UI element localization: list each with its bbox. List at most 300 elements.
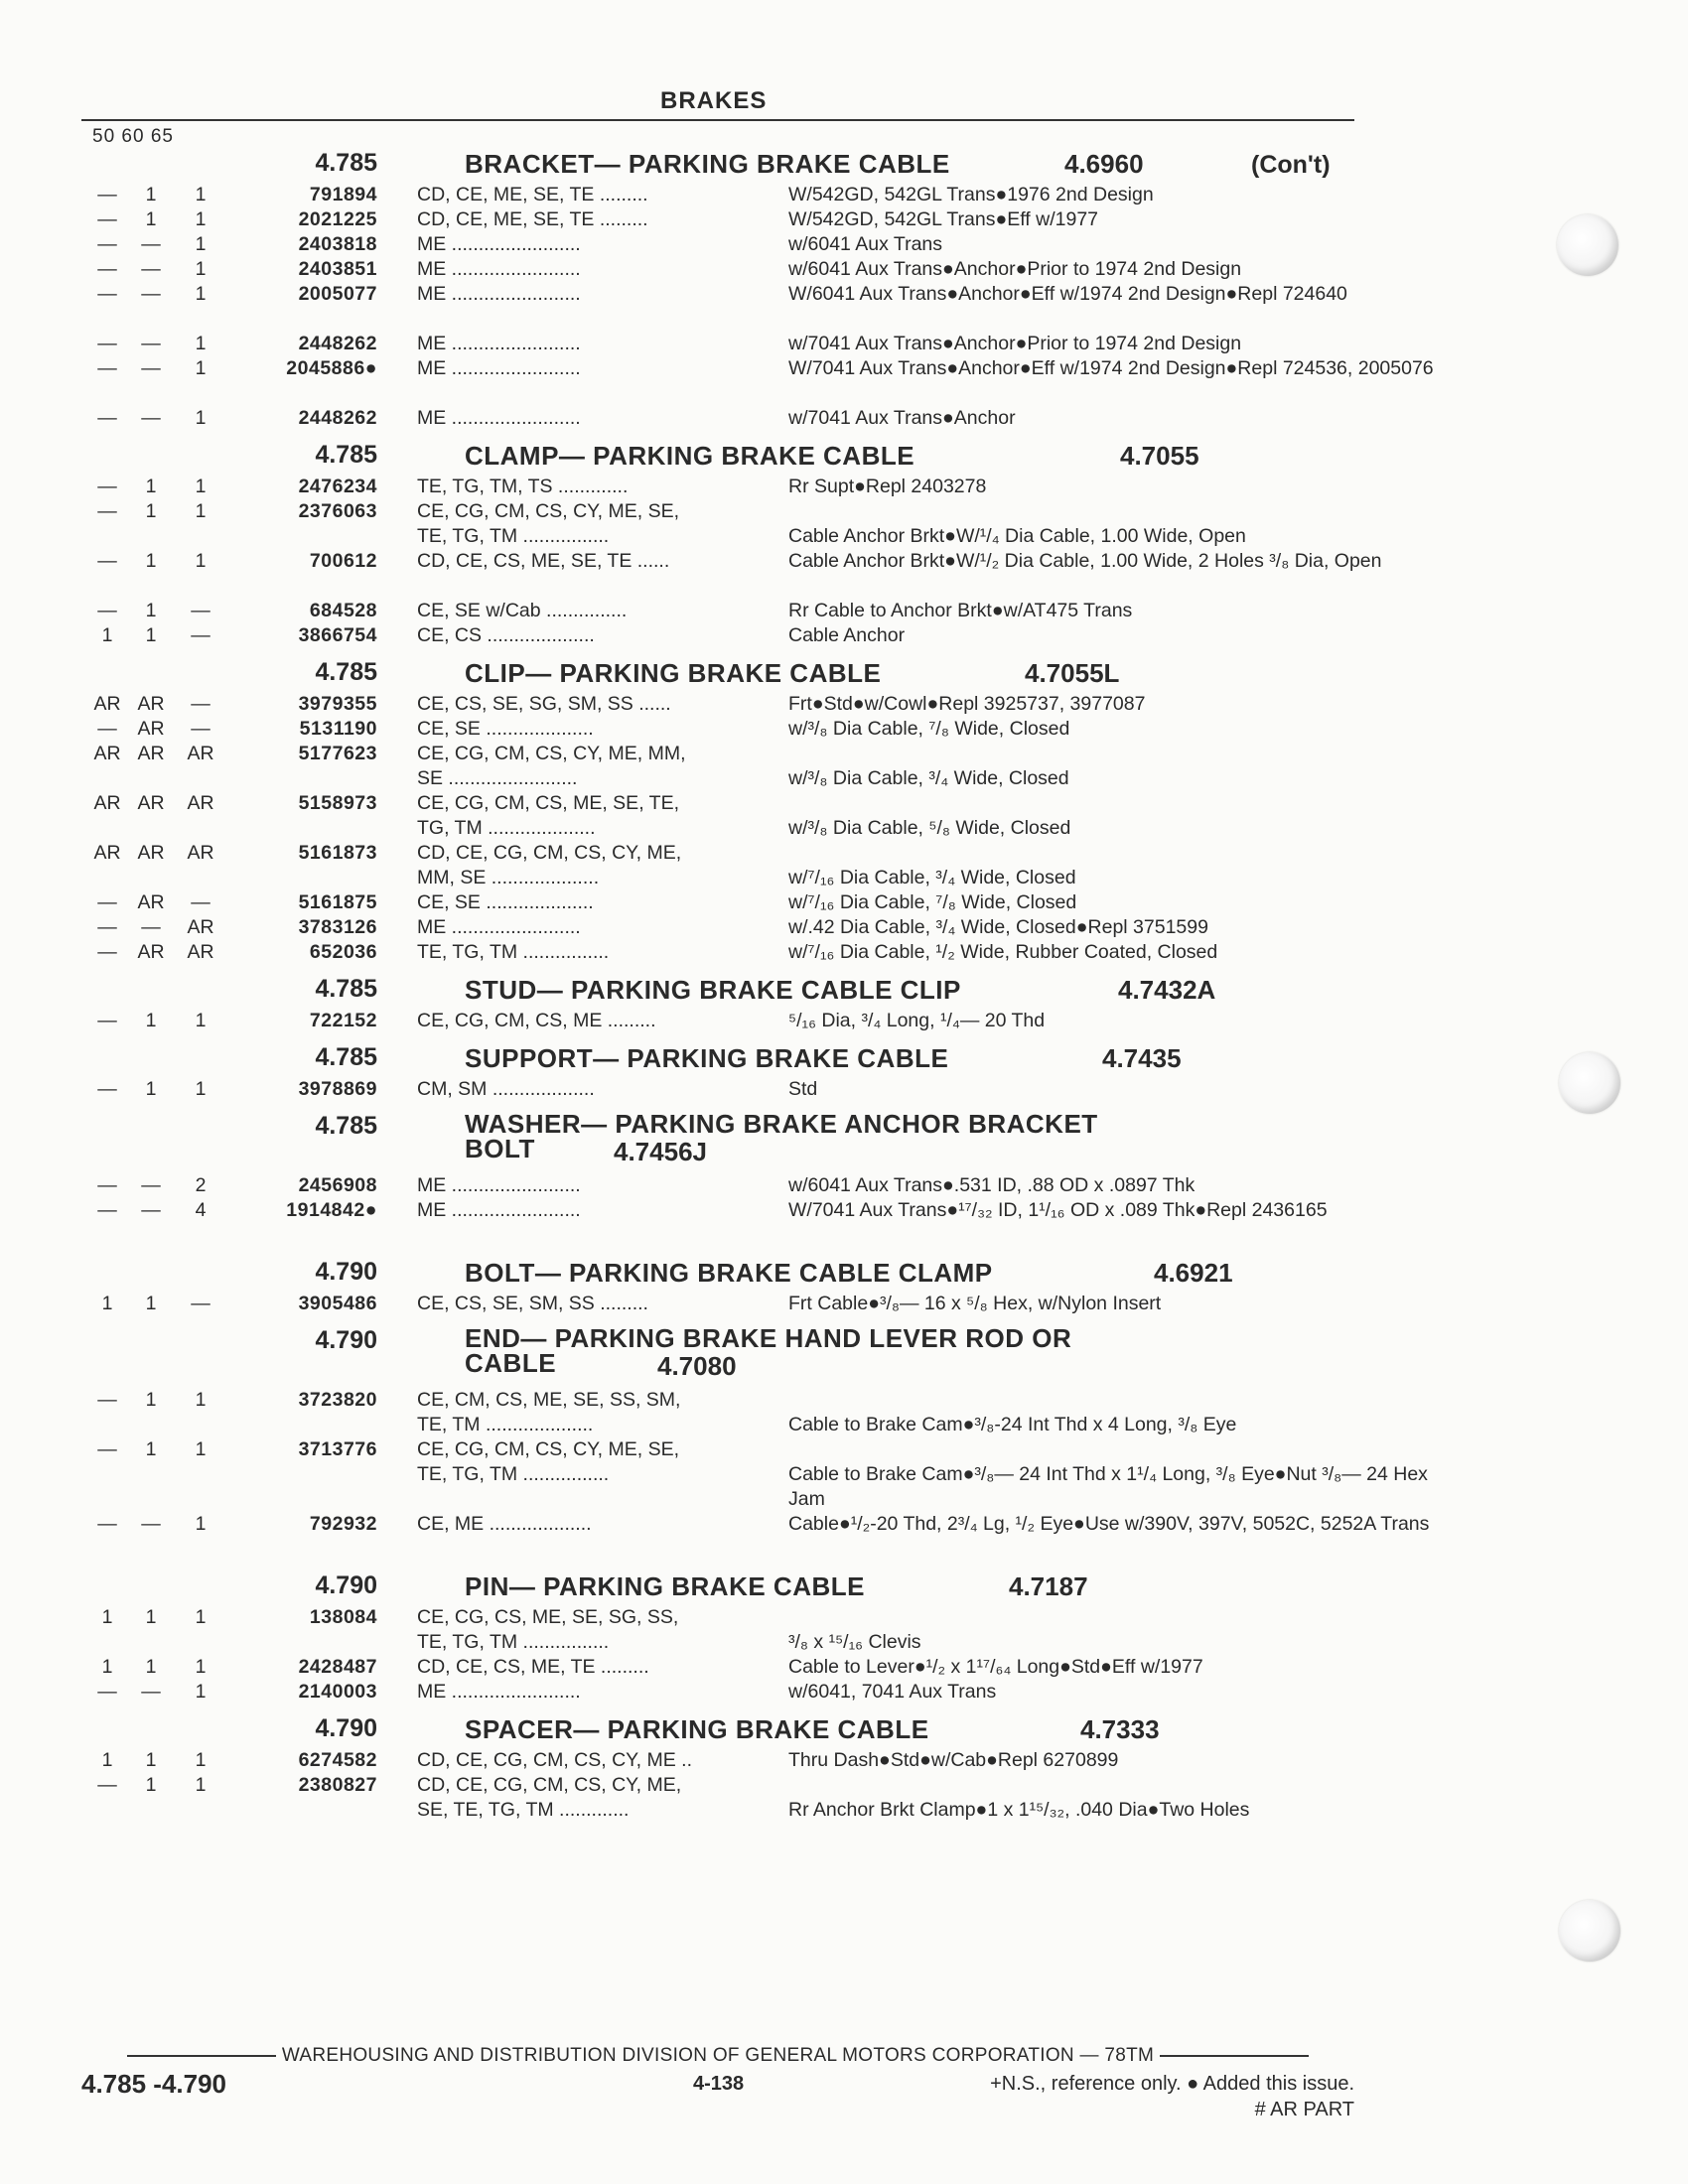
model-codes <box>417 692 771 717</box>
group-name <box>465 1258 993 1289</box>
part-description: Std <box>788 1078 818 1100</box>
part-description: Frt Cable●³/₈— 16 x ⁵/₈ Hex, w/Nylon Insert <box>788 1293 1162 1314</box>
part-number: 2380827 <box>298 1774 377 1796</box>
model-codes <box>417 1437 771 1487</box>
qty-65: 1 <box>195 357 207 379</box>
qty-65: 1 <box>195 1389 207 1411</box>
qty-60: — <box>141 1174 161 1196</box>
model-codes-line: CD, CE, CS, ME, TE ......... <box>417 1656 649 1678</box>
group-number: 4.7456J <box>614 1137 707 1166</box>
part-number: 3723820 <box>298 1389 377 1411</box>
group-name-line2: BOLT <box>465 1134 535 1163</box>
part-group <box>87 437 1382 648</box>
qty-50: — <box>97 718 117 740</box>
model-codes <box>417 356 771 381</box>
group-name <box>465 1323 1072 1378</box>
part-number: 5131190 <box>299 718 377 740</box>
part-row <box>87 183 1368 207</box>
group-ref: 4.785 <box>315 441 377 469</box>
model-codes-line: CE, CS .................... <box>417 624 595 646</box>
model-codes <box>417 1009 771 1033</box>
qty-60: — <box>141 233 161 255</box>
part-description: Thru Dash●Std●w/Cab●Repl 6270899 <box>788 1749 1119 1771</box>
model-codes <box>417 1077 771 1102</box>
part-group <box>87 1254 1368 1316</box>
part-row <box>87 692 1368 717</box>
model-codes-line: CE, SE .................... <box>417 718 594 740</box>
qty-50: 1 <box>101 1656 113 1678</box>
part-description: w/7041 Aux Trans●Anchor●Prior to 1974 2nd Design <box>788 333 1242 354</box>
model-codes <box>417 282 771 307</box>
qty-50: 1 <box>101 1293 113 1314</box>
model-codes-line: CE, CG, CM, CS, CY, ME, SE, <box>417 500 680 522</box>
model-codes-line: CD, CE, ME, SE, TE ......... <box>417 208 648 230</box>
group-name-line1: STUD— PARKING BRAKE CABLE CLIP <box>465 975 961 1005</box>
qty-50: — <box>97 1389 117 1411</box>
part-number: 5161873 <box>298 842 377 864</box>
model-codes <box>417 717 771 742</box>
part-description: Cable Anchor Brkt●W/¹/₂ Dia Cable, 1.00 Wide, 2 Holes ³/₈ Dia, Open <box>788 550 1382 572</box>
model-codes-line: CE, SE w/Cab ............... <box>417 600 628 621</box>
qty-65: 1 <box>195 407 207 429</box>
model-codes <box>417 940 771 965</box>
part-group <box>87 1108 1368 1248</box>
qty-50: — <box>97 891 117 913</box>
qty-60: AR <box>137 842 165 864</box>
model-codes-line: ME ........................ <box>417 916 581 938</box>
qty-50: — <box>97 500 117 522</box>
qty-65: AR <box>187 792 214 814</box>
model-codes <box>417 499 771 549</box>
model-codes <box>417 1748 771 1773</box>
group-name <box>465 149 950 180</box>
part-description: Rr Cable to Anchor Brkt●w/AT475 Trans <box>788 600 1133 621</box>
group-number: 4.7432A <box>1118 975 1216 1005</box>
part-row <box>87 623 1368 648</box>
part-number: 2456908 <box>298 1174 377 1196</box>
part-number: 2376063 <box>298 500 377 522</box>
group-name-line1: BRACKET— PARKING BRAKE CABLE <box>465 149 950 179</box>
part-row <box>87 791 1368 841</box>
group-ref: 4.790 <box>315 1714 377 1742</box>
part-description: Cable to Lever●¹/₂ x 1¹⁷/₆₄ Long●Std●Eff w/1977 <box>788 1656 1203 1678</box>
footer-ar-note: # AR PART <box>1254 2099 1354 2120</box>
qty-60: — <box>141 1681 161 1703</box>
model-codes <box>417 1680 771 1705</box>
binder-hole-bottom <box>1559 1900 1620 1962</box>
qty-65: 1 <box>195 500 207 522</box>
part-row <box>87 1198 1368 1248</box>
part-row <box>87 406 1368 431</box>
part-description: Rr Anchor Brkt Clamp●1 x 1¹⁵/₃₂, .040 Dia●Two Holes <box>788 1799 1250 1821</box>
qty-65: 1 <box>195 1513 207 1535</box>
model-codes <box>417 332 771 356</box>
part-number: 2005077 <box>298 283 377 305</box>
part-row <box>87 207 1368 232</box>
part-number: 652036 <box>309 941 377 963</box>
part-group <box>87 654 1368 965</box>
qty-65: 2 <box>195 1174 207 1196</box>
model-codes-line: TG, TM .................... <box>417 817 596 839</box>
qty-65: 1 <box>195 1606 207 1628</box>
model-codes-line: CE, CG, CM, CS, CY, ME, SE, <box>417 1438 680 1460</box>
group-name-line2: CABLE <box>465 1348 557 1378</box>
part-row <box>87 257 1368 282</box>
part-group <box>87 971 1368 1033</box>
group-name-line1: CLIP— PARKING BRAKE CABLE <box>465 658 882 688</box>
model-codes-line: TE, TG, TM, TS ............. <box>417 476 629 497</box>
group-name-line1: WASHER— PARKING BRAKE ANCHOR BRACKET <box>465 1109 1098 1139</box>
qty-65: 1 <box>195 283 207 305</box>
qty-65: 1 <box>195 476 207 497</box>
year-columns-label: 50 60 65 <box>92 126 174 147</box>
binder-hole-top <box>1557 214 1618 276</box>
model-codes-line: SE, TE, TG, TM ............. <box>417 1799 630 1821</box>
group-header <box>87 437 1368 475</box>
qty-50: — <box>97 476 117 497</box>
model-codes-line: ME ........................ <box>417 283 581 305</box>
qty-65: — <box>191 624 211 646</box>
footer-publisher-text: WAREHOUSING AND DISTRIBUTION DIVISION OF GENERAL MOTORS CORPORATION — 78TM <box>281 2045 1155 2066</box>
qty-60: 1 <box>145 1606 157 1628</box>
qty-50: — <box>97 1438 117 1460</box>
model-codes-line: CE, CS, SE, SM, SS ......... <box>417 1293 648 1314</box>
model-codes-line: TE, TG, TM ................ <box>417 941 610 963</box>
group-ref: 4.785 <box>315 1112 377 1140</box>
group-number: 4.6921 <box>1154 1258 1233 1288</box>
model-codes-line: CE, CG, CM, CS, ME, SE, TE, <box>417 792 680 814</box>
part-description: w/6041 Aux Trans <box>788 233 943 255</box>
part-row <box>87 1009 1368 1033</box>
qty-50: 1 <box>101 624 113 646</box>
part-number: 1914842● <box>286 1199 377 1221</box>
model-codes-line: CE, CS, SE, SG, SM, SS ...... <box>417 693 671 715</box>
model-codes-line: TE, TG, TM ................ <box>417 525 610 547</box>
part-number: 2428487 <box>298 1656 377 1678</box>
part-description: Cable●¹/₂-20 Thd, 2³/₄ Lg, ¹/₂ Eye●Use w/390V, 397V, 5052C, 5252A Trans <box>788 1513 1430 1535</box>
group-header <box>87 1322 1368 1388</box>
part-row <box>87 742 1368 791</box>
qty-50: — <box>97 1199 117 1221</box>
parts-listing <box>87 145 1434 1829</box>
group-header <box>87 654 1368 692</box>
group-name <box>465 1714 929 1745</box>
qty-65: 1 <box>195 333 207 354</box>
group-ref: 4.785 <box>315 975 377 1003</box>
part-row <box>87 1748 1368 1773</box>
qty-60: AR <box>137 693 165 715</box>
group-name-line1: SPACER— PARKING BRAKE CABLE <box>465 1714 929 1744</box>
part-number: 722152 <box>309 1010 377 1031</box>
group-name <box>465 1043 948 1074</box>
part-number: 2448262 <box>298 333 377 354</box>
part-row <box>87 890 1368 915</box>
qty-60: — <box>141 1199 161 1221</box>
qty-60: 1 <box>145 1774 157 1796</box>
part-description: Cable Anchor <box>788 624 906 646</box>
part-description: W/7041 Aux Trans●¹⁷/₃₂ ID, 1¹/₁₆ OD x .089 Thk●Repl 2436165 <box>788 1199 1328 1221</box>
part-group <box>87 145 1434 431</box>
qty-60: AR <box>137 718 165 740</box>
part-description: w/6041 Aux Trans●Anchor●Prior to 1974 2nd Design <box>788 258 1242 280</box>
qty-65: 1 <box>195 1078 207 1100</box>
part-description: w/⁷/₁₆ Dia Cable, ⁷/₈ Wide, Closed <box>788 891 1077 913</box>
qty-50: — <box>97 916 117 938</box>
part-number: 3978869 <box>298 1078 377 1100</box>
group-number: 4.7055L <box>1025 658 1120 688</box>
part-description: W/542GD, 542GL Trans●Eff w/1977 <box>788 208 1099 230</box>
model-codes-line: CE, SE .................... <box>417 891 594 913</box>
part-description: W/7041 Aux Trans●Anchor●Eff w/1974 2nd Design●Repl 724536, 2005076 <box>788 357 1434 379</box>
qty-65: 1 <box>195 208 207 230</box>
qty-50: — <box>97 1774 117 1796</box>
qty-60: — <box>141 333 161 354</box>
group-number: 4.7055 <box>1120 441 1199 471</box>
part-number: 684528 <box>309 600 377 621</box>
qty-60: 1 <box>145 550 157 572</box>
part-description: ³/₈ x ¹⁵/₁₆ Clevis <box>788 1631 921 1653</box>
model-codes <box>417 890 771 915</box>
model-codes-line: ME ........................ <box>417 357 581 379</box>
part-group <box>87 1039 1368 1102</box>
part-number: 792932 <box>309 1513 377 1535</box>
qty-60: 1 <box>145 1749 157 1771</box>
part-row <box>87 841 1368 890</box>
part-description: w/7041 Aux Trans●Anchor <box>788 407 1016 429</box>
model-codes-line: ME ........................ <box>417 1174 581 1196</box>
model-codes <box>417 232 771 257</box>
qty-65: — <box>191 891 211 913</box>
part-row <box>87 1388 1368 1437</box>
model-codes-line: ME ........................ <box>417 1681 581 1703</box>
qty-50: — <box>97 258 117 280</box>
qty-50: — <box>97 233 117 255</box>
group-name-line1: SUPPORT— PARKING BRAKE CABLE <box>465 1043 949 1073</box>
qty-65: AR <box>187 842 214 864</box>
qty-65: — <box>191 693 211 715</box>
part-number: 5177623 <box>298 743 377 764</box>
part-number: 2448262 <box>298 407 377 429</box>
model-codes <box>417 549 771 574</box>
group-name-line1: CLAMP— PARKING BRAKE CABLE <box>465 441 915 471</box>
qty-60: AR <box>137 743 165 764</box>
model-codes-line: CD, CE, CG, CM, CS, CY, ME, <box>417 842 682 864</box>
part-description: Cable Anchor Brkt●W/¹/₄ Dia Cable, 1.00 Wide, Open <box>788 525 1246 547</box>
part-description: Cable to Brake Cam●³/₈-24 Int Thd x 4 Long, ³/₈ Eye <box>788 1414 1237 1435</box>
model-codes-line: CE, CG, CM, CS, CY, ME, MM, <box>417 743 686 764</box>
part-description: ⁵/₁₆ Dia, ³/₄ Long, ¹/₄— 20 Thd <box>788 1010 1046 1031</box>
qty-60: AR <box>137 891 165 913</box>
part-description: W/6041 Aux Trans●Anchor●Eff w/1974 2nd Design●Repl 724640 <box>788 283 1347 305</box>
part-description: Frt●Std●w/Cowl●Repl 3925737, 3977087 <box>788 693 1146 715</box>
qty-60: 1 <box>145 1438 157 1460</box>
model-codes <box>417 915 771 940</box>
qty-65: — <box>191 718 211 740</box>
group-number: 4.7187 <box>1009 1571 1088 1601</box>
part-description: w/⁷/₁₆ Dia Cable, ¹/₂ Wide, Rubber Coated, Closed <box>788 941 1218 963</box>
qty-65: 1 <box>195 1438 207 1460</box>
part-row <box>87 599 1368 623</box>
part-group <box>87 1322 1430 1562</box>
model-codes <box>417 599 771 623</box>
qty-50: — <box>97 1174 117 1196</box>
qty-50: — <box>97 550 117 572</box>
part-description: w/³/₈ Dia Cable, ⁷/₈ Wide, Closed <box>788 718 1070 740</box>
group-name-line1: PIN— PARKING BRAKE CABLE <box>465 1571 865 1601</box>
qty-60: — <box>141 357 161 379</box>
part-description: w/6041, 7041 Aux Trans <box>788 1681 997 1703</box>
group-name-line1: END— PARKING BRAKE HAND LEVER ROD OR <box>465 1323 1072 1353</box>
model-codes <box>417 1512 771 1537</box>
qty-50: 1 <box>101 1749 113 1771</box>
qty-65: AR <box>187 941 214 963</box>
model-codes-line: CE, ME ................... <box>417 1513 592 1535</box>
qty-65: 1 <box>195 1656 207 1678</box>
part-row <box>87 1437 1428 1512</box>
model-codes <box>417 1388 771 1437</box>
model-codes <box>417 1605 771 1655</box>
model-codes-line: TE, TG, TM ................ <box>417 1631 610 1653</box>
qty-65: 1 <box>195 184 207 205</box>
group-header <box>87 1568 1368 1605</box>
model-codes-line: SE ........................ <box>417 767 578 789</box>
model-codes <box>417 475 771 499</box>
model-codes-line: ME ........................ <box>417 258 581 280</box>
model-codes-line: CD, CE, CG, CM, CS, CY, ME, <box>417 1774 682 1796</box>
qty-65: 1 <box>195 1774 207 1796</box>
qty-65: 1 <box>195 1010 207 1031</box>
part-row <box>87 332 1368 356</box>
model-codes <box>417 1173 771 1198</box>
part-number: 2021225 <box>298 208 377 230</box>
part-row <box>87 232 1368 257</box>
qty-65: 1 <box>195 233 207 255</box>
part-number: 6274582 <box>298 1749 377 1771</box>
qty-60: — <box>141 407 161 429</box>
model-codes <box>417 742 771 791</box>
part-row <box>87 1655 1368 1680</box>
model-codes-line: CD, CE, ME, SE, TE ......... <box>417 184 648 205</box>
part-number: 5158973 <box>298 792 377 814</box>
model-codes <box>417 207 771 232</box>
part-description: w/³/₈ Dia Cable, ⁵/₈ Wide, Closed <box>788 817 1071 839</box>
qty-60: — <box>141 258 161 280</box>
part-number: 2403851 <box>298 258 377 280</box>
qty-65: 1 <box>195 550 207 572</box>
model-codes <box>417 406 771 431</box>
qty-50: — <box>97 1010 117 1031</box>
qty-50: — <box>97 357 117 379</box>
group-name <box>465 975 961 1006</box>
qty-60: 1 <box>145 624 157 646</box>
model-codes-line: CD, CE, CS, ME, SE, TE ...... <box>417 550 670 572</box>
model-codes-line: TE, TM .................... <box>417 1414 594 1435</box>
qty-50: — <box>97 1681 117 1703</box>
qty-60: — <box>141 283 161 305</box>
model-codes <box>417 1292 771 1316</box>
qty-50: — <box>97 283 117 305</box>
qty-50: — <box>97 1513 117 1535</box>
qty-65: — <box>191 1293 211 1314</box>
qty-50: — <box>97 600 117 621</box>
group-header <box>87 1108 1368 1173</box>
qty-50: AR <box>93 842 121 864</box>
header-rule <box>81 119 1354 121</box>
group-header <box>87 145 1368 183</box>
part-row <box>87 282 1368 332</box>
qty-65: 1 <box>195 1681 207 1703</box>
part-number: 791894 <box>309 184 377 205</box>
footer-range: 4.785 -4.790 <box>81 2069 227 2099</box>
qty-60: 1 <box>145 600 157 621</box>
part-row <box>87 1773 1368 1823</box>
group-name <box>465 1109 1098 1163</box>
group-name-line1: BOLT— PARKING BRAKE CABLE CLAMP <box>465 1258 993 1288</box>
model-codes <box>417 1773 771 1823</box>
qty-60: 1 <box>145 1010 157 1031</box>
qty-60: AR <box>137 941 165 963</box>
group-name <box>465 441 914 472</box>
qty-60: 1 <box>145 1293 157 1314</box>
footer-legend: +N.S., reference only. ● Added this issue. <box>990 2073 1354 2095</box>
part-row <box>87 475 1368 499</box>
model-codes-line: MM, SE .................... <box>417 867 600 888</box>
qty-50: — <box>97 208 117 230</box>
part-description: w/6041 Aux Trans●.531 ID, .88 OD x .0897 Thk <box>788 1174 1196 1196</box>
binder-hole-middle <box>1559 1052 1620 1114</box>
group-ref: 4.790 <box>315 1571 377 1599</box>
part-row <box>87 1292 1368 1316</box>
group-number: 4.6960 <box>1064 149 1144 179</box>
group-number: 4.7333 <box>1080 1714 1160 1744</box>
qty-60: — <box>141 1513 161 1535</box>
group-header <box>87 971 1368 1009</box>
model-codes <box>417 841 771 890</box>
part-description: w/⁷/₁₆ Dia Cable, ³/₄ Wide, Closed <box>788 867 1076 888</box>
model-codes-line: CE, CG, CS, ME, SE, SG, SS, <box>417 1606 679 1628</box>
qty-60: — <box>141 916 161 938</box>
model-codes-line: ME ........................ <box>417 233 581 255</box>
part-row <box>87 717 1368 742</box>
part-row <box>87 940 1368 965</box>
model-codes <box>417 257 771 282</box>
group-number: 4.7080 <box>657 1351 737 1381</box>
group-header <box>87 1039 1368 1077</box>
model-codes <box>417 1198 771 1223</box>
qty-50: — <box>97 1078 117 1100</box>
qty-60: 1 <box>145 1656 157 1678</box>
model-codes <box>417 623 771 648</box>
group-ref: 4.790 <box>315 1258 377 1286</box>
part-group <box>87 1568 1368 1705</box>
qty-50: — <box>97 407 117 429</box>
qty-65: AR <box>187 743 214 764</box>
model-codes <box>417 791 771 841</box>
part-row <box>87 1605 1368 1655</box>
model-codes-line: CM, SM ................... <box>417 1078 595 1100</box>
continued-label: (Con't) <box>1251 151 1331 179</box>
part-group <box>87 1710 1368 1823</box>
part-row <box>87 915 1368 940</box>
model-codes-line: ME ........................ <box>417 333 581 354</box>
part-number: 5161875 <box>298 891 377 913</box>
part-number: 2140003 <box>298 1681 377 1703</box>
qty-65: 4 <box>195 1199 207 1221</box>
model-codes-line: ME ........................ <box>417 407 581 429</box>
qty-65: 1 <box>195 258 207 280</box>
part-number: 2476234 <box>298 476 377 497</box>
model-codes-line: TE, TG, TM ................ <box>417 1463 610 1485</box>
